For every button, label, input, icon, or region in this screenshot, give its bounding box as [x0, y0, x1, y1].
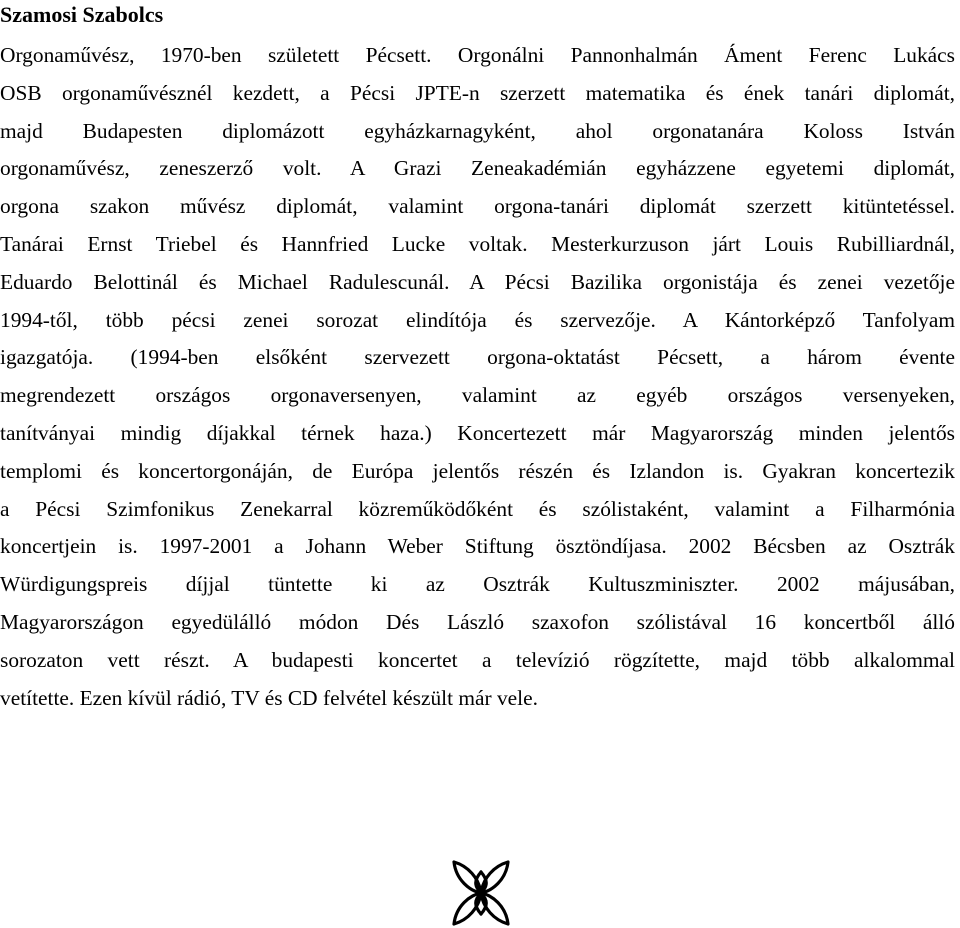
paragraph-line: igazgatója. (1994-ben elsőként szervezett orgona-oktatást Pécsett, a három évente [0, 345, 955, 370]
ornament-icon [446, 858, 516, 928]
paragraph-line: a Pécsi Szimfonikus Zenekarral közreműködőként és szólistaként, valamint a Filharmónia [0, 496, 955, 521]
paragraph-line: Würdigungspreis díjjal tüntette ki az Osztrák Kultuszminiszter. 2002 májusában, [0, 572, 955, 597]
paragraph-line: koncertjein is. 1997-2001 a Johann Weber Stiftung ösztöndíjasa. 2002 Bécsben az Osztrák [0, 534, 955, 559]
paragraph-line: Tanárai Ernst Triebel és Hannfried Lucke voltak. Mesterkurzuson járt Louis Rubilliardnál, [0, 231, 955, 256]
paragraph-line: Orgonaművész, 1970-ben született Pécsett. Orgonálni Pannonhalmán Áment Ferenc Lukács [0, 43, 955, 67]
paragraph-line: OSB orgonaművésznél kezdett, a Pécsi JPTE-n szerzett matematika és ének tanári diplomát, [0, 80, 955, 105]
paragraph-line: tanítványai mindig díjakkal térnek haza.) Koncertezett már Magyarország minden jelentős [0, 420, 955, 445]
paragraph-line: orgona szakon művész diplomát, valamint orgona-tanári diplomát szerzett kitüntetéssel. [0, 194, 955, 219]
paragraph-line: 1994-től, több pécsi zenei sorozat elindítója és szervezője. A Kántorképző Tanfolyam [0, 307, 955, 332]
paragraph-line: orgonaművész, zeneszerző volt. A Grazi Zeneakadémián egyházzene egyetemi diplomát, [0, 156, 955, 181]
paragraph-line: megrendezett országos orgonaversenyen, valamint az egyéb országos versenyeken, [0, 383, 955, 408]
paragraph-line: Magyarországon egyedülálló módon Dés László szaxofon szólistával 16 koncertből álló [0, 609, 955, 634]
paragraph-line: Eduardo Belottinál és Michael Radulescunál. A Pécsi Bazilika orgonistája és zenei vezetője [0, 269, 955, 294]
paragraph-line: templomi és koncertorgonáján, de Európa jelentős részén és Izlandon is. Gyakran koncertezik [0, 458, 955, 483]
biography-paragraph [0, 37, 955, 717]
paragraph-line: vetítette. Ezen kívül rádió, TV és CD felvétel készült már vele. [0, 685, 538, 710]
paragraph-line: majd Budapesten diplomázott egyházkarnagyként, ahol orgonatanára Koloss István [0, 118, 955, 143]
page-title: Szamosi Szabolcs [0, 2, 164, 27]
paragraph-line: sorozaton vett részt. A budapesti koncertet a televízió rögzítette, majd több alkalommal [0, 647, 955, 672]
